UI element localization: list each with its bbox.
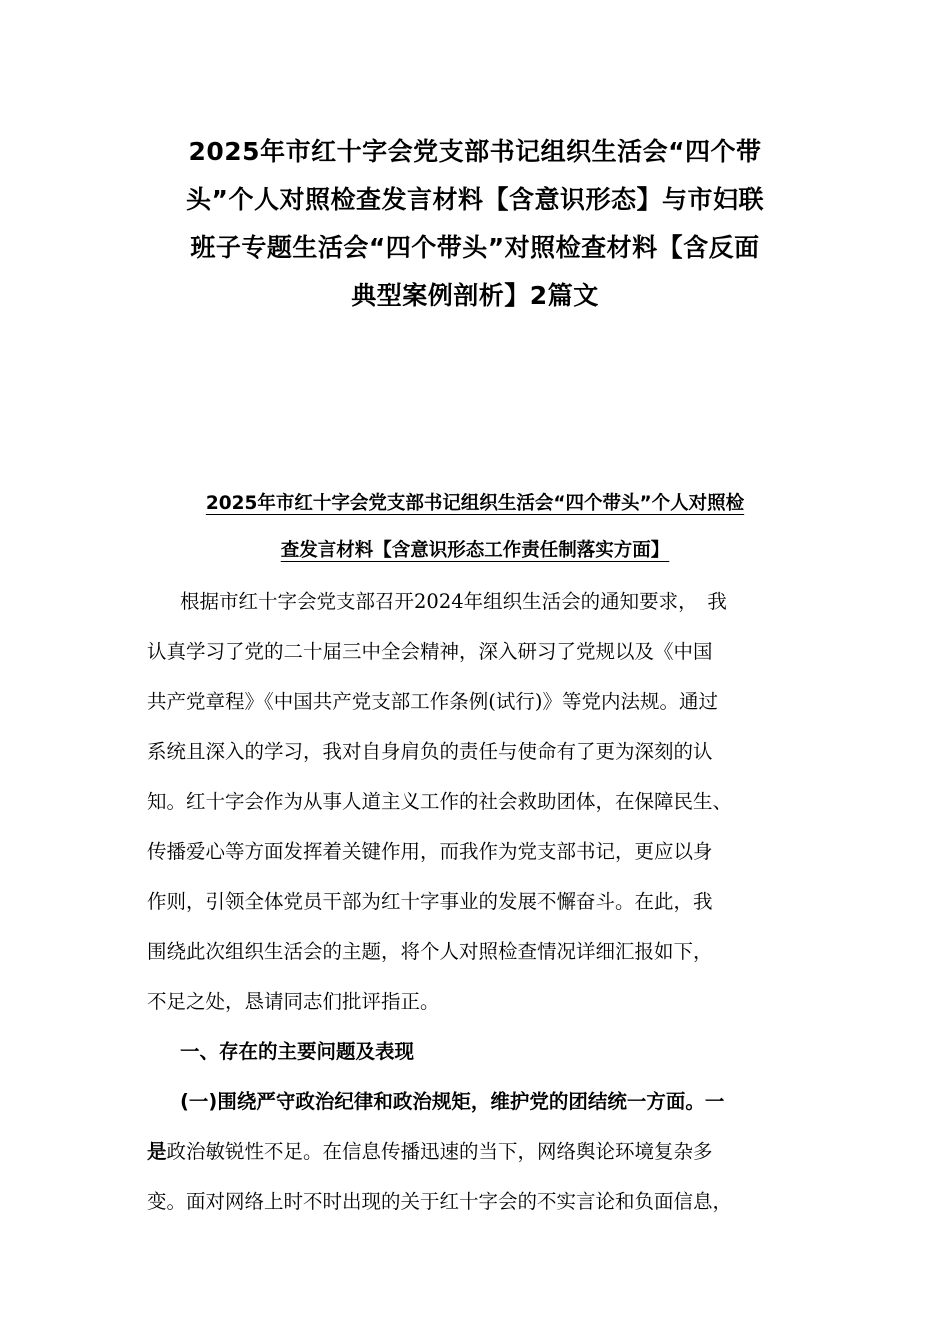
paragraph-line-text: 政治敏锐性不足。在信息传播迅速的当下，网络舆论环境复杂多	[166, 1140, 713, 1163]
article-body	[147, 577, 807, 1227]
paragraph-line: 根据市红十字会党支部召开2024年组织生活会的通知要求， 我	[180, 590, 727, 613]
paragraph-line: 知。红十字会作为从事人道主义工作的社会救助团体，在保障民生、	[147, 790, 733, 813]
paragraph-line: 围绕此次组织生活会的主题，将个人对照检查情况详细汇报如下，	[147, 940, 713, 963]
article-title	[140, 480, 810, 574]
subsection-heading: (一)围绕严守政治纪律和政治规矩，维护党的团结统一方面。一	[180, 1090, 725, 1113]
section-heading: 一、存在的主要问题及表现	[180, 1040, 415, 1063]
paragraph-line: 不足之处，恳请同志们批评指正。	[147, 990, 440, 1013]
paragraph-line	[147, 1127, 807, 1177]
paragraph-line: 认真学习了党的二十届三中全会精神，深入研习了党规以及《中国	[147, 640, 713, 663]
article-title-line: 2025年市红十字会党支部书记组织生活会“四个带头”个人对照检	[205, 493, 745, 514]
lead-bold-text: 是	[147, 1140, 167, 1163]
paragraph-line: 变。面对网络上时不时出现的关于红十字会的不实言论和负面信息，	[147, 1190, 733, 1213]
main-title-line: 头”个人对照检查发言材料【含意识形态】与市妇联	[186, 185, 764, 214]
paragraph-line: 作则，引领全体党员干部为红十字事业的发展不懈奋斗。在此，我	[147, 890, 713, 913]
main-title-line: 2025年市红十字会党支部书记组织生活会“四个带	[188, 137, 762, 166]
article-title-line: 查发言材料【含意识形态工作责任制落实方面】	[280, 540, 670, 561]
document-main-title	[140, 128, 810, 320]
paragraph-line: 传播爱心等方面发挥着关键作用，而我作为党支部书记，更应以身	[147, 840, 713, 863]
main-title-line: 班子专题生活会“四个带头”对照检查材料【含反面	[190, 233, 760, 262]
paragraph-line: 系统且深入的学习，我对自身肩负的责任与使命有了更为深刻的认	[147, 740, 713, 763]
paragraph-line: 共产党章程》《中国共产党支部工作条例(试行)》等党内法规。通过	[147, 690, 718, 713]
main-title-line: 典型案例剖析】2篇文	[351, 281, 599, 310]
